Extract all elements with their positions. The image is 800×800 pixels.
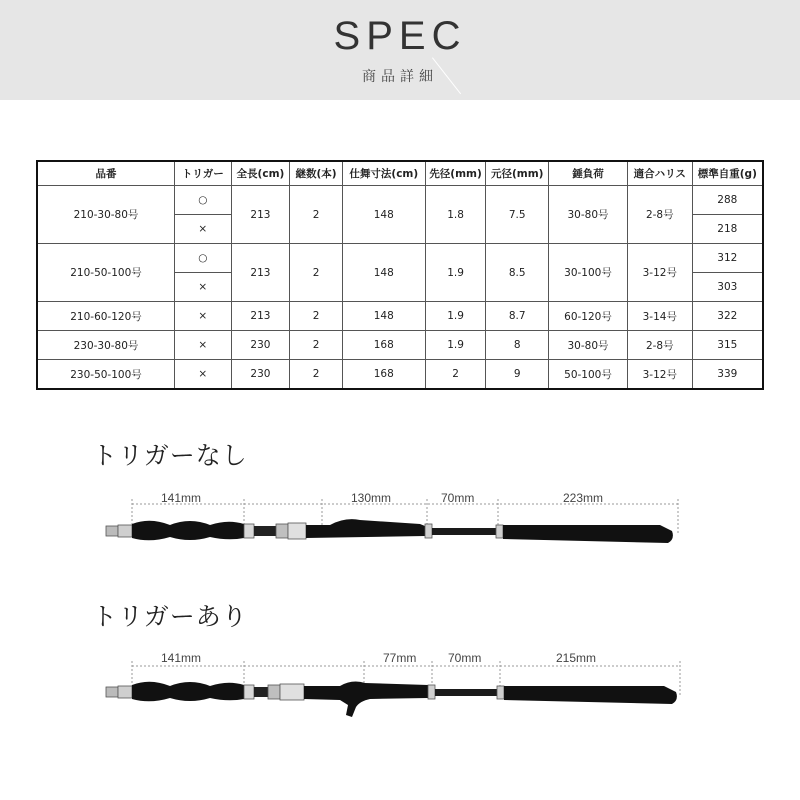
- dimension-label: 141mm: [161, 491, 202, 505]
- cell-closed-length: 148: [342, 302, 425, 331]
- cell-sections: 2: [290, 302, 343, 331]
- cell-sections: 2: [290, 360, 343, 390]
- cell-sinker-load: 30-100号: [549, 244, 628, 302]
- cell-weight: 339: [692, 360, 763, 390]
- header-sections: 継数(本): [290, 161, 343, 186]
- header-closed-length: 仕舞寸法(cm): [342, 161, 425, 186]
- table-row: [37, 244, 763, 273]
- dimension-label: 130mm: [351, 491, 392, 505]
- header-banner: [0, 0, 800, 100]
- cell-butt-diameter: 8: [486, 331, 549, 360]
- cell-model: 210-30-80号: [37, 186, 175, 244]
- cell-model: 230-30-80号: [37, 331, 175, 360]
- cell-weight: 218: [692, 215, 763, 244]
- header-butt-diameter: 元径(mm): [486, 161, 549, 186]
- cell-full-length: 230: [231, 360, 290, 390]
- cell-weight: 322: [692, 302, 763, 331]
- cell-butt-diameter: 8.7: [486, 302, 549, 331]
- cell-sections: 2: [290, 331, 343, 360]
- table-row: [37, 186, 763, 215]
- cell-butt-diameter: 8.5: [486, 244, 549, 302]
- cell-leader: 3-14号: [627, 302, 692, 331]
- page-subtitle: 商品詳細: [362, 69, 438, 85]
- cell-full-length: 213: [231, 186, 290, 244]
- cell-tip-diameter: 1.8: [425, 186, 486, 244]
- cell-sinker-load: 30-80号: [549, 186, 628, 244]
- dimension-label: 223mm: [563, 491, 604, 505]
- cell-weight: 315: [692, 331, 763, 360]
- cell-weight: 303: [692, 273, 763, 302]
- cell-leader: 2-8号: [627, 331, 692, 360]
- cell-trigger: ×: [175, 360, 232, 390]
- header-full-length: 全長(cm): [231, 161, 290, 186]
- cell-weight: 312: [692, 244, 763, 273]
- dimension-label: 70mm: [448, 651, 482, 665]
- cell-full-length: 230: [231, 331, 290, 360]
- cell-model: 230-50-100号: [37, 360, 175, 390]
- cell-sinker-load: 30-80号: [549, 331, 628, 360]
- rod-with-trigger-title: トリガーあり: [92, 602, 248, 631]
- cell-tip-diameter: 1.9: [425, 302, 486, 331]
- table-row: [37, 302, 763, 331]
- cell-trigger: ×: [175, 302, 232, 331]
- rod-body: [106, 519, 673, 543]
- header-weight: 標準自重(g): [692, 161, 763, 186]
- header-leader: 適合ハリス: [627, 161, 692, 186]
- rod-no-trigger-illustration: [0, 495, 800, 555]
- cell-leader: 2-8号: [627, 186, 692, 244]
- header-model: 品番: [37, 161, 175, 186]
- cell-butt-diameter: 9: [486, 360, 549, 390]
- cell-model: 210-50-100号: [37, 244, 175, 302]
- cell-trigger: ×: [175, 215, 232, 244]
- spec-table: [36, 160, 764, 390]
- dimension-label: 141mm: [161, 651, 202, 665]
- cell-sections: 2: [290, 244, 343, 302]
- cell-sinker-load: 50-100号: [549, 360, 628, 390]
- cell-closed-length: 148: [342, 186, 425, 244]
- cell-closed-length: 148: [342, 244, 425, 302]
- cell-closed-length: 168: [342, 331, 425, 360]
- cell-model: 210-60-120号: [37, 302, 175, 331]
- page-title: SPEC: [333, 14, 467, 58]
- header-trigger: トリガー: [175, 161, 232, 186]
- header-tip-diameter: 先径(mm): [425, 161, 486, 186]
- cell-butt-diameter: 7.5: [486, 186, 549, 244]
- cell-full-length: 213: [231, 244, 290, 302]
- cell-closed-length: 168: [342, 360, 425, 390]
- dimension-label: 70mm: [441, 491, 475, 505]
- dimension-label: 77mm: [383, 651, 417, 665]
- cell-sections: 2: [290, 186, 343, 244]
- cell-full-length: 213: [231, 302, 290, 331]
- cell-tip-diameter: 1.9: [425, 244, 486, 302]
- cell-trigger: ×: [175, 331, 232, 360]
- cell-tip-diameter: 1.9: [425, 331, 486, 360]
- dimension-label: 215mm: [556, 651, 597, 665]
- cell-trigger: ○: [175, 244, 232, 273]
- cell-leader: 3-12号: [627, 244, 692, 302]
- table-header-row: [37, 161, 763, 186]
- rod-body: [106, 682, 677, 717]
- cell-trigger: ○: [175, 186, 232, 215]
- rod-no-trigger-title: トリガーなし: [92, 441, 248, 470]
- cell-tip-diameter: 2: [425, 360, 486, 390]
- table-row: [37, 331, 763, 360]
- rod-with-trigger-illustration: [0, 657, 800, 727]
- header-sinker-load: 錘負荷: [549, 161, 628, 186]
- table-row: [37, 360, 763, 390]
- cell-trigger: ×: [175, 273, 232, 302]
- cell-weight: 288: [692, 186, 763, 215]
- cell-sinker-load: 60-120号: [549, 302, 628, 331]
- cell-leader: 3-12号: [627, 360, 692, 390]
